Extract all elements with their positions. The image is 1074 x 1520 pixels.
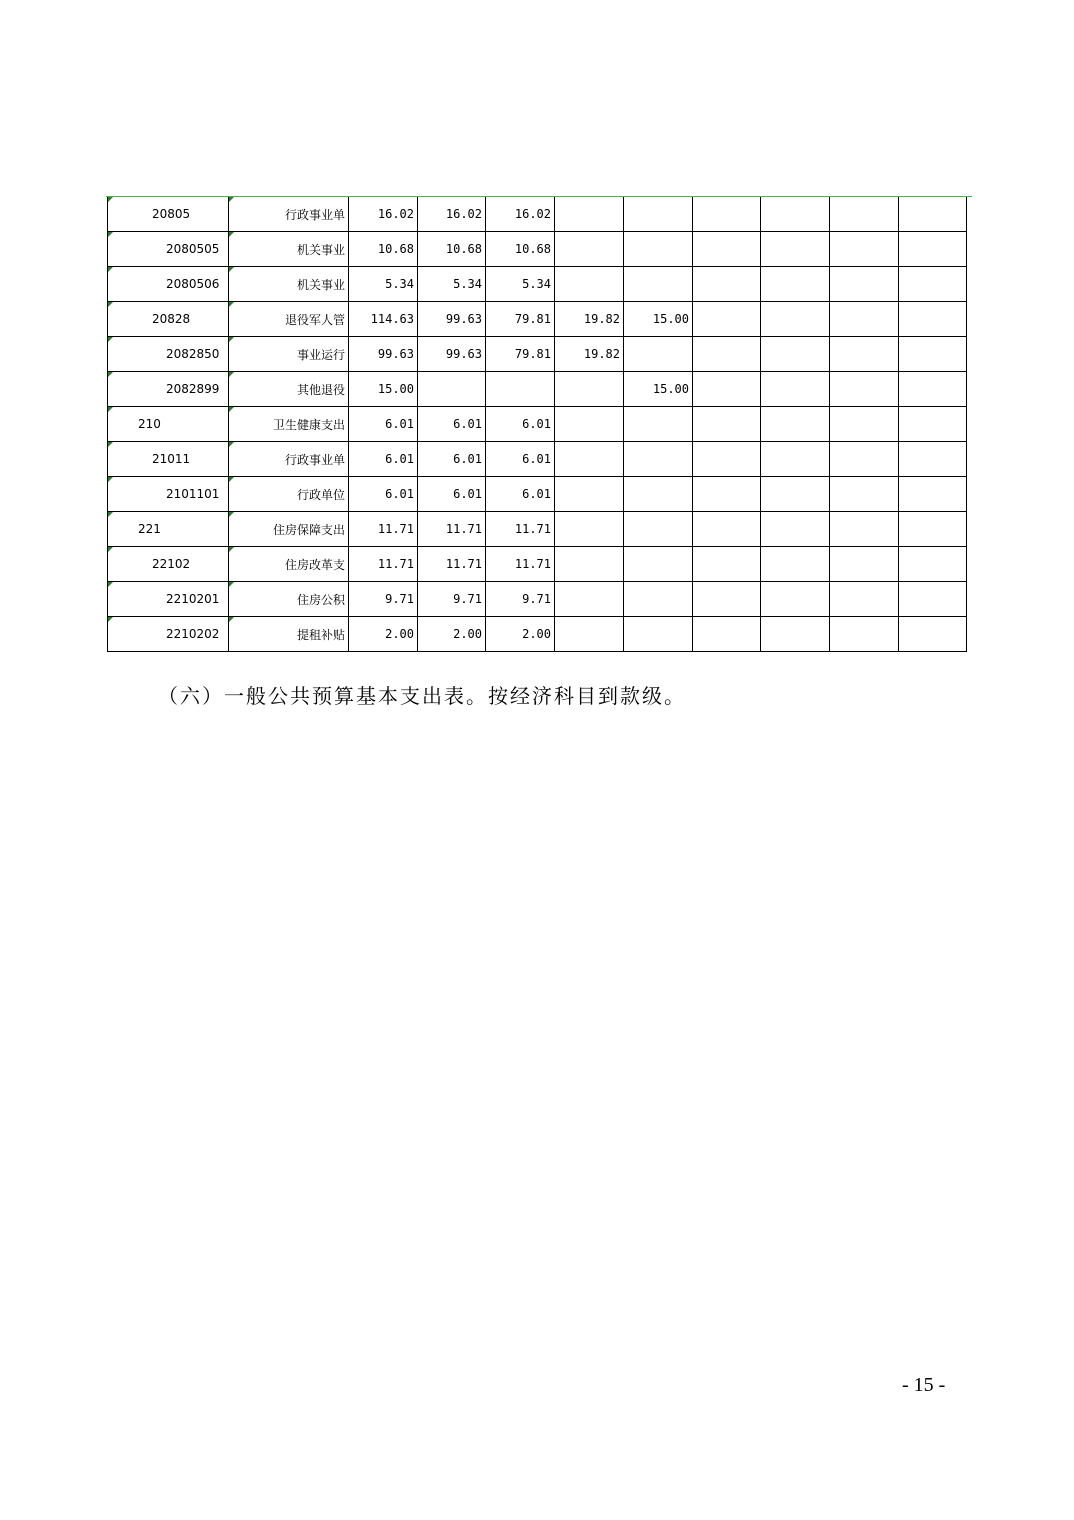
row-name: 卫生健康支出	[229, 407, 349, 442]
row-total: 6.01	[349, 477, 418, 512]
empty-cell	[830, 442, 899, 477]
table-row	[108, 547, 967, 582]
empty-cell	[899, 477, 967, 512]
row-code: 221	[108, 512, 229, 547]
section-note: （六）一般公共预算基本支出表。按经济科目到款级。	[158, 684, 686, 708]
row-value-4	[555, 512, 624, 547]
row-name: 住房改革支	[229, 547, 349, 582]
row-value-2: 6.01	[418, 477, 486, 512]
row-value-3: 11.71	[486, 512, 555, 547]
row-value-5	[624, 407, 693, 442]
budget-expenditure-table	[107, 197, 967, 652]
empty-cell	[830, 477, 899, 512]
empty-cell	[899, 232, 967, 267]
empty-cell	[693, 302, 761, 337]
empty-cell	[899, 197, 967, 232]
row-code: 210	[108, 407, 229, 442]
row-total: 6.01	[349, 442, 418, 477]
row-name: 机关事业	[229, 267, 349, 302]
empty-cell	[693, 442, 761, 477]
row-value-3: 6.01	[486, 477, 555, 512]
row-name: 其他退役	[229, 372, 349, 407]
empty-cell	[761, 267, 830, 302]
row-code: 2080506	[108, 267, 229, 302]
row-value-2: 9.71	[418, 582, 486, 617]
table-body	[108, 197, 967, 652]
row-value-5	[624, 617, 693, 652]
row-total: 5.34	[349, 267, 418, 302]
row-value-3: 6.01	[486, 442, 555, 477]
empty-cell	[830, 407, 899, 442]
row-value-5	[624, 442, 693, 477]
row-value-2: 2.00	[418, 617, 486, 652]
table-row	[108, 372, 967, 407]
empty-cell	[693, 267, 761, 302]
empty-cell	[899, 617, 967, 652]
row-value-3: 5.34	[486, 267, 555, 302]
row-value-5	[624, 337, 693, 372]
empty-cell	[899, 302, 967, 337]
row-value-2: 10.68	[418, 232, 486, 267]
row-value-5	[624, 582, 693, 617]
empty-cell	[899, 337, 967, 372]
empty-cell	[693, 547, 761, 582]
row-total: 15.00	[349, 372, 418, 407]
row-value-3: 79.81	[486, 302, 555, 337]
table-row	[108, 512, 967, 547]
row-value-2: 6.01	[418, 407, 486, 442]
row-code: 2210201	[108, 582, 229, 617]
empty-cell	[899, 512, 967, 547]
empty-cell	[761, 407, 830, 442]
empty-cell	[761, 442, 830, 477]
row-total: 6.01	[349, 407, 418, 442]
row-name: 退役军人管	[229, 302, 349, 337]
row-value-3: 11.71	[486, 547, 555, 582]
empty-cell	[830, 617, 899, 652]
empty-cell	[761, 302, 830, 337]
row-value-3: 79.81	[486, 337, 555, 372]
row-code: 2101101	[108, 477, 229, 512]
row-value-3	[486, 372, 555, 407]
row-total: 9.71	[349, 582, 418, 617]
row-name: 机关事业	[229, 232, 349, 267]
empty-cell	[899, 442, 967, 477]
row-value-5	[624, 547, 693, 582]
row-value-2: 16.02	[418, 197, 486, 232]
row-name: 提租补贴	[229, 617, 349, 652]
row-total: 114.63	[349, 302, 418, 337]
empty-cell	[830, 232, 899, 267]
empty-cell	[830, 547, 899, 582]
table-row	[108, 407, 967, 442]
table-row	[108, 337, 967, 372]
row-value-4: 19.82	[555, 337, 624, 372]
row-value-5	[624, 197, 693, 232]
empty-cell	[693, 372, 761, 407]
row-value-4	[555, 267, 624, 302]
row-value-4	[555, 547, 624, 582]
table-row	[108, 267, 967, 302]
row-value-3: 16.02	[486, 197, 555, 232]
row-value-4	[555, 372, 624, 407]
row-code: 2210202	[108, 617, 229, 652]
row-code: 20828	[108, 302, 229, 337]
row-value-2: 99.63	[418, 337, 486, 372]
row-value-3: 9.71	[486, 582, 555, 617]
empty-cell	[761, 337, 830, 372]
row-code: 2082850	[108, 337, 229, 372]
empty-cell	[830, 337, 899, 372]
empty-cell	[830, 267, 899, 302]
empty-cell	[830, 372, 899, 407]
empty-cell	[899, 267, 967, 302]
page-number: - 15 -	[902, 1374, 946, 1396]
row-name: 事业运行	[229, 337, 349, 372]
empty-cell	[761, 197, 830, 232]
table-row	[108, 477, 967, 512]
row-value-5	[624, 512, 693, 547]
row-value-4	[555, 232, 624, 267]
row-value-3: 10.68	[486, 232, 555, 267]
row-value-3: 6.01	[486, 407, 555, 442]
row-value-5	[624, 267, 693, 302]
empty-cell	[761, 512, 830, 547]
empty-cell	[761, 372, 830, 407]
table-row	[108, 617, 967, 652]
row-code: 20805	[108, 197, 229, 232]
empty-cell	[830, 512, 899, 547]
row-total: 11.71	[349, 547, 418, 582]
empty-cell	[899, 582, 967, 617]
row-value-4	[555, 442, 624, 477]
empty-cell	[693, 512, 761, 547]
table-row	[108, 232, 967, 267]
table-row	[108, 442, 967, 477]
row-code: 2080505	[108, 232, 229, 267]
row-total: 11.71	[349, 512, 418, 547]
row-value-4	[555, 477, 624, 512]
empty-cell	[761, 582, 830, 617]
empty-cell	[830, 582, 899, 617]
empty-cell	[830, 302, 899, 337]
row-name: 行政事业单	[229, 442, 349, 477]
row-value-2: 11.71	[418, 547, 486, 582]
table-row	[108, 302, 967, 337]
row-value-2: 5.34	[418, 267, 486, 302]
empty-cell	[899, 547, 967, 582]
row-value-5: 15.00	[624, 372, 693, 407]
row-value-4	[555, 617, 624, 652]
row-total: 10.68	[349, 232, 418, 267]
row-value-2: 11.71	[418, 512, 486, 547]
row-value-4	[555, 407, 624, 442]
row-value-4: 19.82	[555, 302, 624, 337]
empty-cell	[693, 197, 761, 232]
row-code: 21011	[108, 442, 229, 477]
row-value-2: 6.01	[418, 442, 486, 477]
row-name: 住房公积	[229, 582, 349, 617]
row-name: 行政事业单	[229, 197, 349, 232]
row-code: 22102	[108, 547, 229, 582]
row-value-2	[418, 372, 486, 407]
empty-cell	[693, 232, 761, 267]
row-total: 16.02	[349, 197, 418, 232]
row-value-5	[624, 477, 693, 512]
empty-cell	[693, 582, 761, 617]
row-value-3: 2.00	[486, 617, 555, 652]
row-value-5	[624, 232, 693, 267]
row-value-2: 99.63	[418, 302, 486, 337]
empty-cell	[693, 477, 761, 512]
row-name: 行政单位	[229, 477, 349, 512]
empty-cell	[693, 337, 761, 372]
row-value-4	[555, 582, 624, 617]
table-row	[108, 582, 967, 617]
empty-cell	[693, 407, 761, 442]
row-name: 住房保障支出	[229, 512, 349, 547]
empty-cell	[693, 617, 761, 652]
empty-cell	[761, 547, 830, 582]
empty-cell	[899, 372, 967, 407]
empty-cell	[899, 407, 967, 442]
row-value-4	[555, 197, 624, 232]
empty-cell	[761, 617, 830, 652]
empty-cell	[830, 197, 899, 232]
row-code: 2082899	[108, 372, 229, 407]
row-total: 99.63	[349, 337, 418, 372]
row-total: 2.00	[349, 617, 418, 652]
table-row	[108, 197, 967, 232]
empty-cell	[761, 477, 830, 512]
empty-cell	[761, 232, 830, 267]
row-value-5: 15.00	[624, 302, 693, 337]
